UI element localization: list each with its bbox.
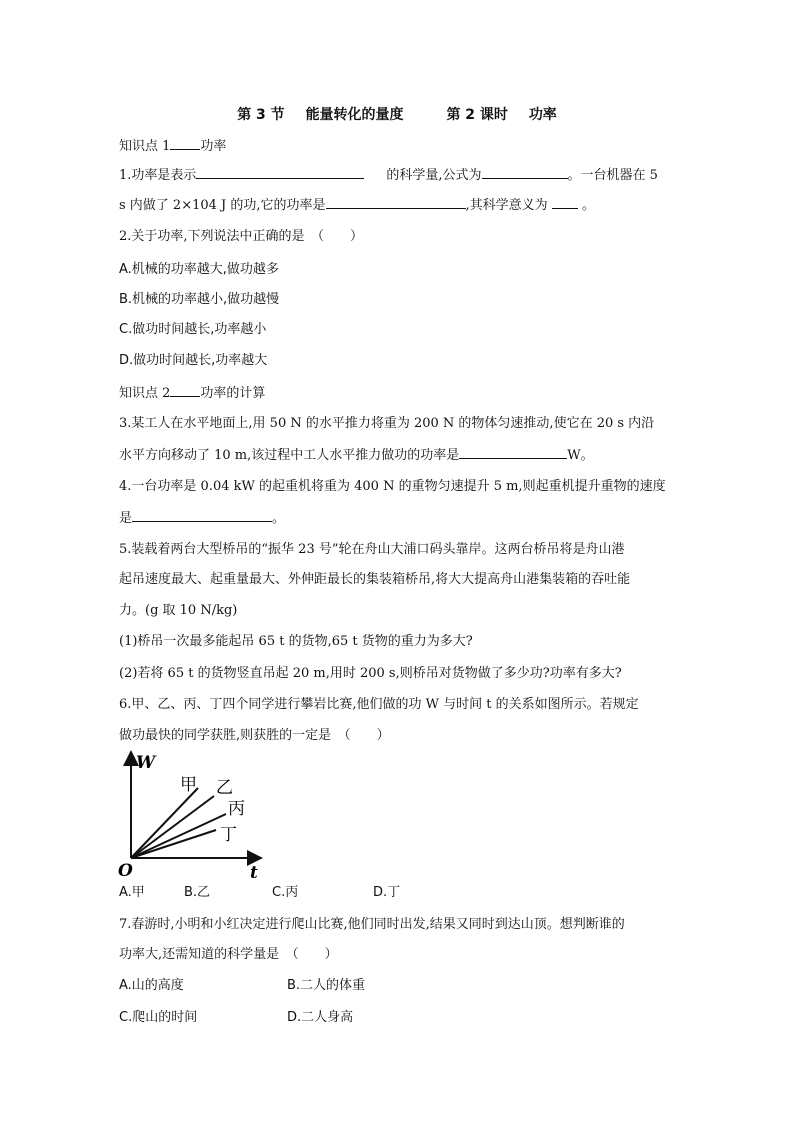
title-subject: 功率 xyxy=(528,107,557,123)
label-bing: 丙 xyxy=(228,799,245,819)
line-yi xyxy=(131,796,214,858)
question-7-line-1: 7.春游时,小明和小红决定进行爬山比赛,他们同时出发,结果又同时到达山顶。想判断谁的 xyxy=(119,917,625,932)
question-4-line-1: 4.一台功率是 0.04 kW 的起重机将重为 400 N 的重物匀速提升 5 m,则起重机提升重物的速度 xyxy=(119,479,666,494)
blank-4[interactable] xyxy=(552,196,578,209)
question-5-line-2: 起吊速度最大、起重量最大、外伸距最长的集装箱桥吊,将大大提高舟山港集装箱的吞吐能 xyxy=(119,572,631,587)
knowledge-point-1: 知识点 1 功率 xyxy=(119,139,227,154)
blank-3[interactable] xyxy=(326,196,466,209)
question-1-line-2: s 内做了 2×104 J 的功,它的功率是 ,其科学意义为 。 xyxy=(119,198,595,213)
question-7-option-a[interactable]: A.山的高度 xyxy=(119,978,184,993)
question-6-option-a[interactable]: A.甲 xyxy=(119,885,145,900)
question-2-option-d[interactable]: D.做功时间越长,功率越大 xyxy=(119,353,268,368)
question-7-option-d[interactable]: D.二人身高 xyxy=(287,1010,354,1025)
y-axis-label: W xyxy=(136,753,156,773)
title-lesson: 第 2 课时 xyxy=(446,107,508,123)
knowledge-point-2: 知识点 2 功率的计算 xyxy=(119,386,266,401)
origin-label: O xyxy=(118,861,133,880)
title-topic: 能量转化的量度 xyxy=(305,107,404,123)
question-5-line-1: 5.装载着两台大型桥吊的“振华 23 号”轮在舟山大浦口码头靠岸。这两台桥吊将是舟山港 xyxy=(119,542,625,557)
blank-2[interactable] xyxy=(482,166,568,179)
question-5-line-3: 力。(g 取 10 N/kg) xyxy=(119,603,238,618)
blank-1[interactable] xyxy=(196,166,364,179)
question-6-option-b[interactable]: B.乙 xyxy=(184,885,211,900)
work-time-graph xyxy=(114,748,274,880)
question-2-option-b[interactable]: B.机械的功率越小,做功越慢 xyxy=(119,292,280,307)
label-yi: 乙 xyxy=(216,778,233,798)
question-7-option-b[interactable]: B.二人的体重 xyxy=(287,978,366,993)
question-1-line-1: 1.功率是表示 的科学量,公式为 。一台机器在 5 xyxy=(119,168,658,183)
question-2-stem: 2.关于功率,下列说法中正确的是 （ ） xyxy=(119,229,364,244)
label-jia: 甲 xyxy=(180,775,197,795)
question-5-part-1: (1)桥吊一次最多能起吊 65 t 的货物,65 t 货物的重力为多大? xyxy=(119,634,473,649)
label-ding: 丁 xyxy=(220,825,237,845)
question-7-options-row-1 xyxy=(119,977,365,995)
question-6-line-1: 6.甲、乙、丙、丁四个同学进行攀岩比赛,他们做的功 W 与时间 t 的关系如图所示。若规定 xyxy=(119,697,639,712)
question-6-option-d[interactable]: D.丁 xyxy=(373,885,401,900)
question-7-options-row-2 xyxy=(119,1009,353,1027)
question-4-line-2: 是 。 xyxy=(119,511,286,526)
blank-6[interactable] xyxy=(132,509,272,522)
question-3-line-2: 水平方向移动了 10 m,该过程中工人水平推力做功的功率是 W。 xyxy=(119,448,594,463)
question-7-option-c[interactable]: C.爬山的时间 xyxy=(119,1010,198,1025)
question-6-option-c[interactable]: C.丙 xyxy=(272,885,299,900)
question-2-option-a[interactable]: A.机械的功率越大,做功越多 xyxy=(119,262,279,277)
line-bing xyxy=(131,814,226,858)
page-title xyxy=(0,104,794,124)
question-6-options xyxy=(119,884,400,902)
x-axis-label: t xyxy=(250,863,258,880)
question-2-option-c[interactable]: C.做功时间越长,功率越小 xyxy=(119,322,267,337)
blank-5[interactable] xyxy=(459,446,567,459)
question-3-line-1: 3.某工人在水平地面上,用 50 N 的水平推力将重为 200 N 的物体匀速推动,使它在 20 s 内沿 xyxy=(119,416,655,431)
question-6-line-2: 做功最快的同学获胜,则获胜的一定是 （ ） xyxy=(119,728,390,743)
question-7-line-2: 功率大,还需知道的科学量是 （ ） xyxy=(119,947,338,962)
title-section: 第 3 节 xyxy=(237,107,285,123)
question-5-part-2: (2)若将 65 t 的货物竖直吊起 20 m,用时 200 s,则桥吊对货物做了多少功?功率有多大? xyxy=(119,666,622,681)
